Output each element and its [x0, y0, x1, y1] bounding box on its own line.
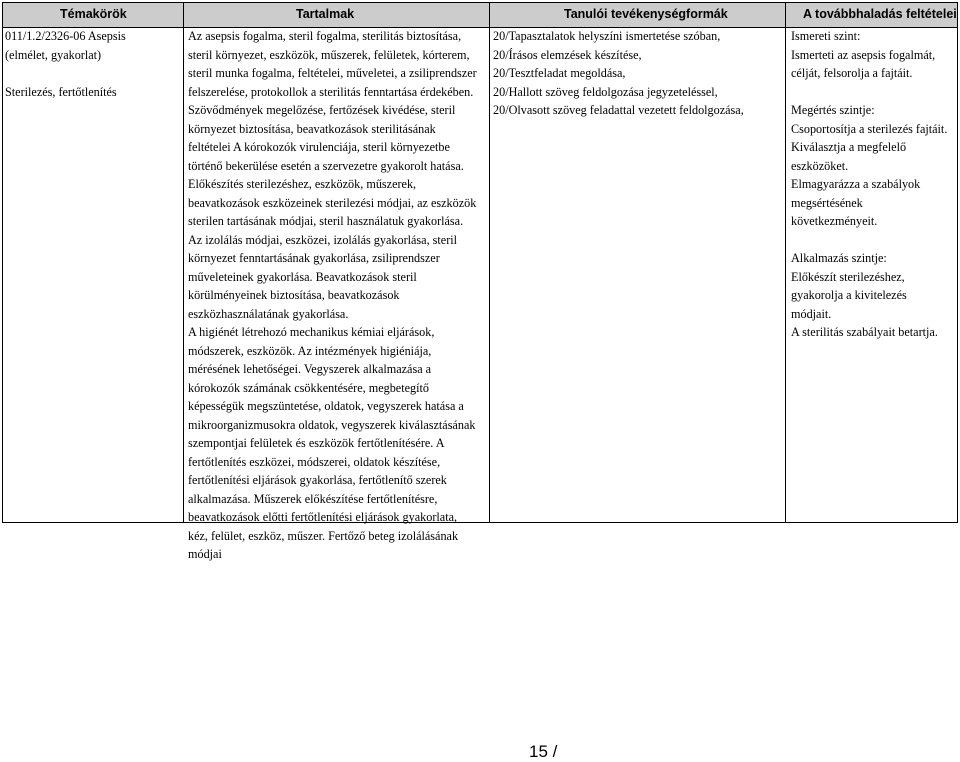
content-line: felszerelése, protokollok a sterilitás fenntartása érdekében. [188, 84, 474, 99]
table-border-left [2, 2, 3, 523]
content-line: fertőtlenítési eljárások gyakorlása, fertőtlenítő szerek [188, 473, 447, 487]
content-line: Az asepsis fogalma, steril fogalma, sterilitás biztosítása, [188, 29, 462, 43]
table-header [2, 2, 957, 28]
page-number: 15 / [529, 742, 558, 761]
content-line: módszerek, eszközök. Az intézmények higiéniája, [188, 343, 432, 358]
requirement-line: Csoportosítja a sterilezés fajtáit. [791, 121, 948, 136]
content-line: mikroorganizmusokra oldatok, vegyszerek kiválasztásának [188, 417, 476, 432]
requirement-line: Kiválasztja a megfelelő [791, 140, 907, 154]
topic-line: (elmélet, gyakorlat) [5, 47, 102, 62]
activity-line: 20/Írásos elemzések készítése, [493, 47, 642, 62]
table-border-right [957, 2, 958, 523]
activities-column [493, 27, 783, 120]
requirement-line: Előkészít sterilezéshez, [791, 269, 905, 284]
contents-column [188, 27, 488, 564]
activity-line: 20/Tapasztalatok helyszíni ismertetése szóban, [493, 29, 721, 43]
content-line: történő bekerülése esetén a szervezetre gyakorolt hatása. [188, 158, 464, 173]
topics-column [5, 27, 181, 101]
content-line: eszközhasználatának gyakorlása. [188, 306, 349, 321]
activity-line: 20/Olvasott szöveg feladattal vezetett feldolgozása, [493, 103, 744, 117]
content-line: műveleteinek gyakorlása. Beavatkozások steril [188, 269, 417, 284]
requirement-line: A sterilitás szabályait betartja. [791, 325, 938, 339]
requirement-line: Alkalmazás szintje: [791, 251, 887, 265]
requirements-column [791, 27, 956, 342]
requirement-line: gyakorolja a kivitelezés [791, 288, 907, 302]
content-line: képességük megszüntetése, oldatok, vegyszerek hatása a [188, 399, 464, 413]
header-requirements: A továbbhaladás feltételei [803, 7, 957, 21]
content-line: steril munka fogalma, feltételei, műveletei, a zsiliprendszer [188, 66, 477, 80]
content-line: A higiénét létrehozó mechanikus kémiai eljárások, [188, 325, 435, 339]
topic-line [5, 64, 181, 83]
column-divider [489, 2, 490, 523]
content-line: módjai [188, 547, 222, 561]
content-line: beavatkozások eszközeinek sterilezési módjai, az eszközök [188, 195, 477, 210]
content-line: Szövődmények megelőzése, fertőzések kivédése, steril [188, 103, 456, 117]
content-line: szempontjai felületek és eszközök fertőtlenítésére. A [188, 436, 445, 450]
content-line: sterilen tartásának módjai, steril használatuk gyakorlása. [188, 214, 464, 228]
content-line: mérésének lehetőségei. Vegyszerek alkalmazása a [188, 362, 432, 376]
requirement-line: módjait. [791, 306, 832, 321]
content-line: steril környezet, eszközök, műszerek, felületek, kórterem, [188, 47, 470, 62]
spacer [791, 83, 956, 102]
activity-line: 20/Hallott szöveg feldolgozása jegyzeteléssel, [493, 84, 718, 99]
content-line: alkalmazása. Műszerek előkészítése fertőtlenítésre, [188, 491, 438, 506]
activity-line: 20/Tesztfeladat megoldása, [493, 66, 626, 80]
requirement-line: Elmagyarázza a szabályok [791, 177, 921, 191]
content-line: körülményeinek biztosítása, beavatkozások [188, 288, 400, 302]
spacer [791, 231, 956, 250]
content-line: Előkészítés sterilezéshez, eszközök, műszerek, [188, 177, 417, 191]
content-line: fertőtlenítés eszközei, módszerei, oldatok készítése, [188, 454, 441, 469]
content-line: beavatkozások előtti fertőtlenítési eljárások gyakorlata, [188, 510, 458, 524]
topic-line: Sterilezés, fertőtlenítés [5, 84, 117, 99]
content-line: környezet fenntartásának gyakorlása, zsiliprendszer [188, 251, 440, 265]
requirement-line: következményeit. [791, 214, 878, 228]
requirement-line: Megértés szintje: [791, 103, 875, 117]
header-contents: Tartalmak [296, 7, 355, 21]
column-divider [785, 2, 786, 523]
content-line: kéz, felület, eszköz, műszer. Fertőző beteg izolálásának [188, 528, 459, 543]
header-topics: Témakörök [60, 7, 127, 21]
requirement-line: célját, felsorolja a fajtáit. [791, 66, 913, 80]
content-line: környezet biztosítása, beavatkozások sterilitásának [188, 121, 436, 136]
topic-line: 011/1.2/2326-06 Asepsis [5, 29, 126, 43]
requirement-line: Ismerteti az asepsis fogalmát, [791, 47, 936, 62]
requirement-line: Ismereti szint: [791, 29, 861, 43]
content-line: kórokozók számának csökkentésére, megbetegítő [188, 380, 429, 395]
column-divider [183, 2, 184, 523]
content-line: feltételei A kórokozók virulenciája, steril környezetbe [188, 140, 450, 154]
requirement-line: megsértésének [791, 195, 863, 210]
requirement-line: eszközöket. [791, 158, 849, 173]
content-line: Az izolálás módjai, eszközei, izolálás gyakorlása, steril [188, 232, 458, 247]
header-activities: Tanulói tevékenységformák [564, 7, 728, 21]
